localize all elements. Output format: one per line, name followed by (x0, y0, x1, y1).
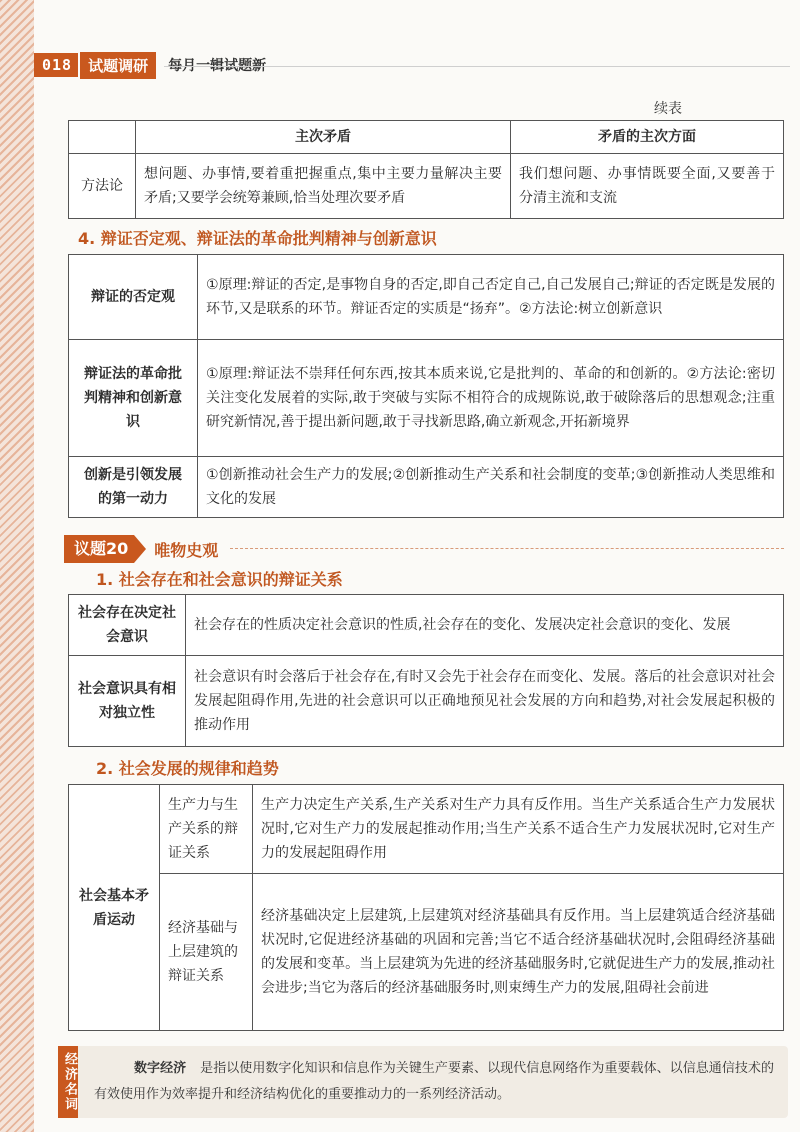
chevron-right-icon (134, 535, 146, 563)
table-social-being (68, 594, 784, 747)
table-row (69, 785, 784, 874)
table-cell: 生产力决定生产关系,生产关系对生产力具有反作用。当生产关系适合生产力发展状况时,它对生产力的发展起推动作用;当生产关系不适合生产力发展状况时,它对生产力的发展起阻碍作用 (253, 785, 784, 874)
header-rule (164, 66, 790, 67)
row-label: 社会意识具有相对独立性 (69, 656, 186, 747)
topic-tag: 议题20 (64, 535, 134, 563)
table-cell: 社会意识有时会落后于社会存在,有时又会先于社会存在而变化、发展。落后的社会意识对社会发展起阻碍作用,先进的社会意识可以正确地预见社会发展的方向和趋势,对社会发展起积极的推动作用 (186, 656, 784, 747)
continued-label: 续表 (654, 101, 682, 117)
row-label: 辩证法的革命批判精神和创新意识 (69, 340, 198, 457)
section4-title: 4. 辩证否定观、辩证法的革命批判精神与创新意识 (78, 229, 437, 248)
table-row (69, 874, 784, 1031)
section1-title: 1. 社会存在和社会意识的辩证关系 (96, 570, 343, 589)
table-negation (68, 254, 784, 518)
table-cell: 我们想问题、办事情既要全面,又要善于分清主流和支流 (511, 154, 784, 219)
table-header-row (69, 121, 784, 154)
table-header-empty (69, 121, 136, 154)
header-subtitle: 每月一辑试题新 (168, 58, 267, 74)
row-label: 辩证的否定观 (69, 255, 198, 340)
table-row (69, 457, 784, 518)
glossary-text (94, 1056, 774, 1108)
table-row (69, 154, 784, 219)
table-row (69, 255, 784, 340)
topic-title: 唯物史观 (154, 540, 219, 560)
row-label: 方法论 (69, 154, 136, 219)
table-row (69, 595, 784, 656)
table-social-development (68, 784, 784, 1031)
topic-divider (230, 548, 784, 550)
footer-glossary (58, 1046, 788, 1118)
main-label: 社会基本矛盾运动 (69, 785, 160, 1031)
glossary-tag: 经济名词 (58, 1046, 78, 1118)
table-cell: 想问题、办事情,要着重把握重点,集中主要力量解决主要矛盾;又要学会统筹兼顾,恰当处理次要矛盾 (136, 154, 511, 219)
table-cell: 经济基础决定上层建筑,上层建筑对经济基础具有反作用。当上层建筑适合经济基础状况时,它促进经济基础的巩固和完善;当它不适合经济基础状况时,会阻碍经济基础的发展和变革。当上层建筑为先进的经济基础服务时,它就促进生产力的发展,推动社会进步;当它为落后的经济基础服务时,则束缚生产力的发展,阻碍社会前进 (253, 874, 784, 1031)
section-tag: 试题调研 (80, 52, 156, 79)
row-label: 生产力与生产关系的辩证关系 (160, 785, 253, 874)
row-label: 经济基础与上层建筑的辩证关系 (160, 874, 253, 1031)
row-label: 创新是引领发展的第一动力 (69, 457, 198, 518)
table-cell: 社会存在的性质决定社会意识的性质,社会存在的变化、发展决定社会意识的变化、发展 (186, 595, 784, 656)
row-label: 社会存在决定社会意识 (69, 595, 186, 656)
table-cell: ①原理:辩证的否定,是事物自身的否定,即自己否定自己,自己发展自己;辩证的否定既是发展的环节,又是联系的环节。辩证否定的实质是“扬弃”。②方法论:树立创新意识 (198, 255, 784, 340)
table-cell: ①原理:辩证法不崇拜任何东西,按其本质来说,它是批判的、革命的和创新的。②方法论:密切关注变化发展着的实际,敢于突破与实际不相符合的成规陈说,敢于破除落后的思想观念;注重研究新情况,善于提出新问题,敢于寻找新思路,确立新观念,开拓新境界 (198, 340, 784, 457)
glossary-definition: 是指以使用数字化知识和信息作为关键生产要素、以现代信息网络作为重要载体、以信息通信技术的有效使用作为效率提升和经济结构优化的重要推动力的一系列经济活动。 (94, 1061, 774, 1102)
table-header-primary: 主次矛盾 (136, 121, 511, 154)
page (34, 0, 800, 1132)
section2-title: 2. 社会发展的规律和趋势 (96, 759, 279, 778)
page-header (34, 52, 266, 78)
table-row (69, 340, 784, 457)
page-number: 018 (34, 53, 78, 77)
decorative-stripe (0, 0, 34, 1132)
table-row (69, 656, 784, 747)
table-contradictions (68, 120, 784, 219)
topic-bar (64, 535, 784, 563)
glossary-term: 数字经济 (134, 1061, 187, 1076)
table-header-aspect: 矛盾的主次方面 (511, 121, 784, 154)
table-cell: ①创新推动社会生产力的发展;②创新推动生产关系和社会制度的变革;③创新推动人类思维和文化的发展 (198, 457, 784, 518)
